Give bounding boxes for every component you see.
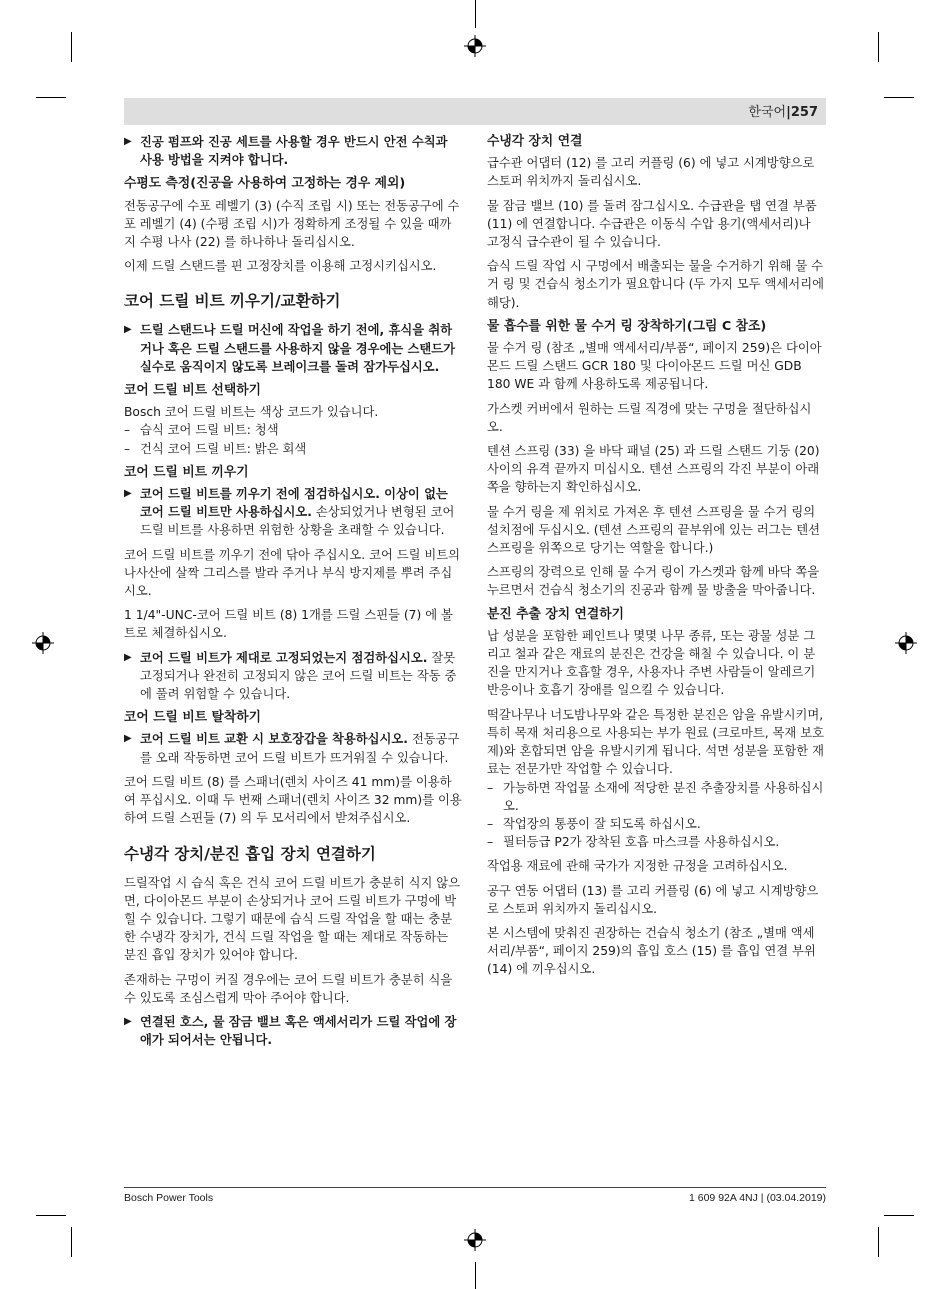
warning-text: 잘못 고정되거나 완전히 고정되지 않은 코어 드릴 비트는 작동 중에 풀려 위험할 수 있습니다. [140, 650, 457, 702]
crop-mark [475, 1262, 476, 1289]
paragraph: 존재하는 구멍이 커질 경우에는 코어 드릴 비트가 충분히 식을 수 있도록 조심스럽게 막아 주어야 합니다. [124, 972, 453, 1005]
paragraph: 텐션 스프링 (33) 을 바닥 패널 (25) 과 드릴 스탠드 기둥 (20) 사이의 유격 끝까지 미십시오. 텐션 스프링의 각진 부분이 아래쪽을 향하는지 확인하십시오. [487, 444, 820, 495]
list-item-text: 건식 코어 드릴 비트: 밝은 회색 [140, 441, 307, 456]
warning-bold-text: 코어 드릴 비트를 끼우기 전에 점검하십시오. 이상이 없는 코어 드릴 비트만 사용하십시오. [140, 487, 448, 520]
list-item: – 가능하면 작업물 소재에 적당한 분진 추출장치를 사용하십시오. [487, 779, 825, 815]
warning-bold-text: 코어 드릴 비트가 제대로 고정되었는지 점검하십시오. [140, 650, 428, 665]
section-heading: 분진 추출 장치 연결하기 [487, 606, 624, 622]
list-item-text: 작업장의 통풍이 잘 되도록 하십시오. [503, 816, 701, 831]
paragraph: 스프링의 장력으로 인해 물 수거 링이 가스켓과 함께 바닥 쪽을 누르면서 건습식 청소기의 진공과 함께 물 방출을 막아줍니다. [487, 565, 820, 598]
list-item: – 습식 코어 드릴 비트: 청색 [124, 421, 462, 439]
paragraph: 작업용 재료에 관해 국가가 지정한 규정을 고려하십시오. [487, 859, 788, 874]
footer-divider [124, 1187, 826, 1188]
paragraph: 드릴작업 시 습식 혹은 건식 코어 드릴 비트가 충분히 식지 않으면, 다이아몬드 부분이 손상되거나 코어 드릴 비트가 구멍에 박힐 수 있습니다. 그렇기 때문에 습식 드릴 작업을 할 때는 충분한 수냉각 장치가, 건식 드릴 작업을 할 때는 제대로 작동하는 분진 흡입 장치가 있어야 합니다. [124, 875, 461, 963]
paragraph: Bosch 코어 드릴 비트는 색상 코드가 있습니다. [124, 405, 379, 420]
registration-mark-icon [464, 1229, 486, 1251]
warning-block [124, 649, 462, 704]
paragraph: 본 시스템에 맞춰진 권장하는 건습식 청소기 (참조 „별매 액세서리/부품“, 페이지 259)의 흡입 호스 (15) 를 흡입 연결 부위 (14) 에 끼우십시오. [487, 925, 816, 977]
warning-text: 진공 펌프와 진공 세트를 사용할 경우 반드시 안전 수칙과 사용 방법을 지켜야 합니다. [140, 135, 448, 168]
warning-triangle-icon: ▶ [124, 488, 132, 500]
paragraph: 물 수거 링을 제 위치로 가져온 후 텐션 스프링을 물 수거 링의 설치점에 두십시오. (텐션 스프링의 끝부위에 있는 러그는 텐션 스프링을 위쪽으로 당기는 역할을 합니다.) [487, 504, 821, 556]
list-item-text: 가능하면 작업물 소재에 적당한 분진 추출장치를 사용하십시오. [503, 780, 824, 813]
warning-block [124, 321, 462, 376]
section-heading: 코어 드릴 비트 끼우기 [124, 464, 249, 480]
list-item: – 건식 코어 드릴 비트: 밝은 회색 [124, 440, 462, 458]
paragraph: 물 잠금 밸브 (10) 를 돌려 잠그십시오. 수급관을 탭 연결 부품 (11) 에 연결합니다. 수급관은 이동식 수압 용기(액세서리)나 고정식 급수관이 될 수 있습니다. [487, 198, 817, 250]
registration-mark-icon [464, 35, 486, 57]
crop-mark [36, 97, 66, 98]
chapter-heading: 코어 드릴 비트 끼우기/교환하기 [124, 292, 341, 311]
warning-triangle-icon: ▶ [124, 1015, 132, 1027]
left-column [124, 133, 462, 1055]
warning-block [124, 133, 462, 169]
warning-triangle-icon: ▶ [124, 733, 132, 745]
warning-block [124, 730, 462, 766]
paragraph: 가스켓 커버에서 원하는 드릴 직경에 맞는 구멍을 절단하십시오. [487, 401, 812, 434]
footer-doc-number: 1 609 92A 4NJ | (03.04.2019) [689, 1192, 826, 1204]
crop-mark [36, 1215, 66, 1216]
page-header [124, 98, 826, 125]
list-item-text: 필터등급 P2가 장착된 호흡 마스크를 사용하십시오. [503, 835, 780, 850]
crop-mark [884, 1215, 914, 1216]
warning-triangle-icon: ▶ [124, 324, 132, 336]
paragraph: 물 수거 링 (참조 „별매 액세서리/부품“, 페이지 259)은 다이아몬드 드릴 스탠드 GCR 180 및 다이아몬드 드릴 머신 GDB 180 WE 과 함께 사용하도록 제공됩니다. [487, 341, 822, 392]
crop-mark [878, 32, 879, 62]
warning-block [124, 1013, 462, 1049]
section-heading: 코어 드릴 비트 선택하기 [124, 383, 261, 399]
chapter-heading: 수냉각 장치/분진 흡입 장치 연결하기 [124, 844, 376, 863]
paragraph: 납 성분을 포함한 페인트나 몇몇 나무 종류, 또는 광물 성분 그리고 철과 같은 재료의 분진은 건강을 해칠 수 있습니다. 이 분진을 만지거나 호흡할 경우, 사용자나 주변 사람들이 알레르기 반응이나 호흡기 장애를 일으킬 수 있습니다. [487, 628, 816, 698]
warning-triangle-icon: ▶ [124, 651, 132, 663]
registration-mark-icon [895, 632, 917, 654]
paragraph: 1 1/4"-UNC-코어 드릴 비트 (8) 1개를 드릴 스핀들 (7) 에 볼트로 체결하십시오. [124, 608, 453, 641]
section-heading: 코어 드릴 비트 탈착하기 [124, 710, 261, 726]
crop-mark [71, 32, 72, 62]
paragraph: 코어 드릴 비트를 끼우기 전에 닦아 주십시오. 코어 드릴 비트의 나사산에 살짝 그리스를 발라 주거나 부식 방지제를 뿌려 주십시오. [124, 547, 461, 599]
section-heading: 수평도 측정(진공을 사용하여 고정하는 경우 제외) [124, 176, 406, 192]
list-item: – 필터등급 P2가 장착된 호흡 마스크를 사용하십시오. [487, 833, 825, 851]
registration-mark-icon [32, 632, 54, 654]
language-label: 한국어 [748, 105, 787, 120]
crop-mark [884, 97, 914, 98]
warning-text: 드릴 스탠드나 드릴 머신에 작업을 하기 전에, 휴식을 취하거나 혹은 드릴 스탠드를 사용하지 않을 경우에는 스탠드가 실수로 움직이지 않도록 브레이크를 돌려 잠가두십시오. [140, 323, 456, 374]
warning-text: 손상되었거나 변형된 코어 드릴 비트를 사용하면 위험한 상황을 초래할 수 있습니다. [140, 505, 455, 538]
paragraph: 떡갈나무나 너도밤나무와 같은 특정한 분진은 암을 유발시키며, 특히 목재 처리용으로 사용되는 부가 원료 (크로마트, 목재 보호제)와 혼합되면 암을 유발시키게 됩니다. 석면 성분을 포함한 재료는 전문가만 작업할 수 있습니다. [487, 707, 824, 777]
right-column [487, 133, 825, 985]
warning-block [124, 485, 462, 540]
footer-brand: Bosch Power Tools [124, 1192, 214, 1204]
crop-mark [878, 1227, 879, 1257]
page-number: 257 [790, 105, 818, 120]
paragraph: 전동공구에 수포 레벨기 (3) (수직 조립 시) 또는 전동공구에 수포 레벨기 (4) (수평 조립 시)가 정확하게 조정될 수 있을 때까지 수평 나사 (22) 를 하나하나 돌리십시오. [124, 198, 460, 250]
crop-mark [71, 1227, 72, 1257]
paragraph: 급수관 어댑터 (12) 를 고리 커플링 (6) 에 넣고 시계방향으로 스토퍼 위치까지 돌리십시오. [487, 156, 815, 189]
list-item-text: 습식 코어 드릴 비트: 청색 [140, 423, 279, 438]
warning-triangle-icon: ▶ [124, 136, 132, 147]
warning-text: 연결된 호스, 물 잠금 밸브 혹은 액세서리가 드릴 작업에 장애가 되어서는 안됩니다. [140, 1014, 457, 1048]
section-heading: 수냉각 장치 연결 [487, 134, 583, 149]
paragraph: 공구 연동 어댑터 (13) 를 고리 커플링 (6) 에 넣고 시계방향으로 스토퍼 위치까지 돌리십시오. [487, 883, 819, 916]
list-item: – 작업장의 통풍이 잘 되도록 하십시오. [487, 815, 825, 833]
paragraph: 습식 드릴 작업 시 구멍에서 배출되는 물을 수거하기 위해 물 수거 링 및 건습식 청소기가 필요합니다 (두 가지 모두 액세서리에 해당). [487, 259, 824, 310]
warning-bold-text: 코어 드릴 비트 교환 시 보호장갑을 착용하십시오. [140, 732, 408, 747]
section-heading: 물 흡수를 위한 물 수거 링 장착하기(그림 C 참조) [487, 318, 767, 334]
page-header-text: 한국어|257 [748, 105, 818, 120]
warning-text: 전동공구를 오래 작동하면 코어 드릴 비트가 뜨거워질 수 있습니다. [140, 732, 460, 765]
paragraph: 코어 드릴 비트 (8) 를 스패너(렌치 사이즈 41 mm)를 이용하여 푸십시오. 이때 두 번째 스패너(렌치 사이즈 32 mm)를 이용하여 드릴 스핀들 (7) 의 두 모서리에서 받쳐주십시오. [124, 774, 462, 826]
paragraph: 이제 드릴 스탠드를 핀 고정장치를 이용해 고정시키십시오. [124, 259, 437, 274]
crop-mark [475, 0, 476, 28]
